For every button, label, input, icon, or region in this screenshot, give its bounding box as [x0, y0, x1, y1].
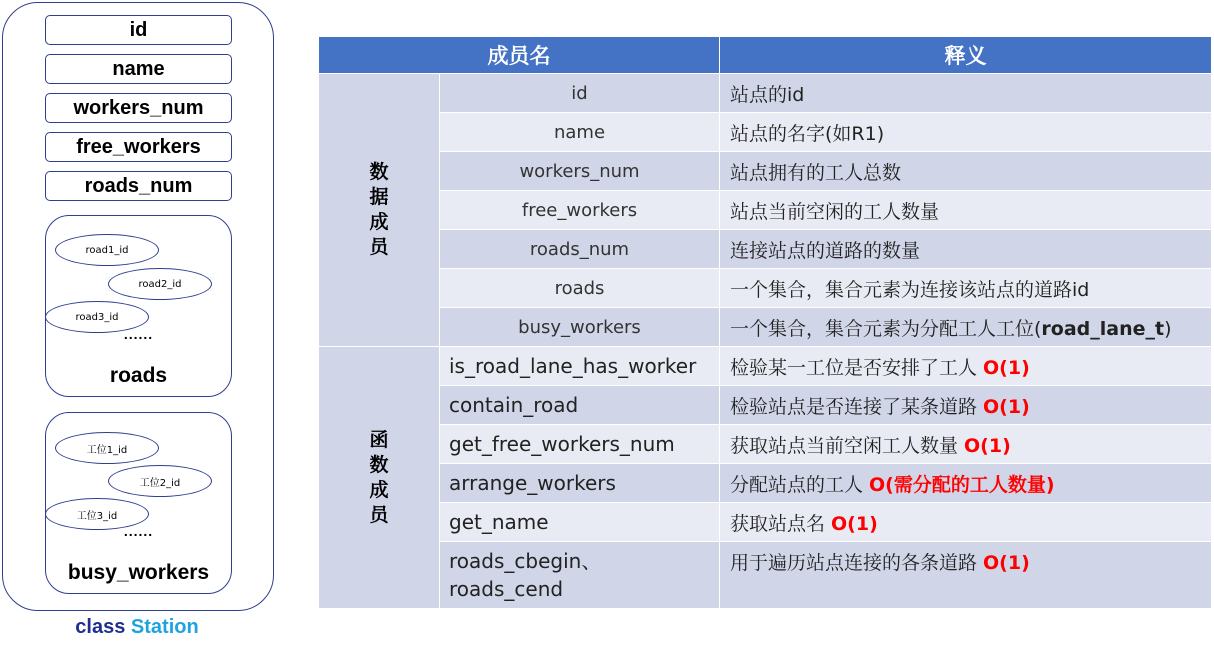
slot3-id-item: 工位3_id [45, 498, 149, 530]
header-meaning: 释义 [720, 37, 1212, 74]
complexity: O(1) [983, 356, 1030, 379]
member-name: get_free_workers_num [440, 425, 720, 464]
road3-id-item: road3_id [45, 301, 149, 333]
road2-id-item: road2_id [108, 268, 212, 300]
table-row [319, 503, 1212, 542]
class-caption [0, 616, 274, 639]
member-name: get_name [440, 503, 720, 542]
member-desc: 获取站点名 O(1) [720, 503, 1212, 542]
member-desc: 用于遍历站点连接的各条道路 O(1) [720, 542, 1212, 609]
roads-title: roads [109, 364, 168, 387]
member-desc: 站点的id [720, 74, 1212, 113]
member-name: is_road_lane_has_worker [440, 347, 720, 386]
complexity: O(1) [983, 552, 1030, 574]
member-name: roads [440, 269, 720, 308]
member-desc: 检验站点是否连接了某条道路 O(1) [720, 386, 1212, 425]
field-name: name [45, 54, 232, 84]
class-name: Station [130, 616, 199, 638]
road1-id-item: road1_id [55, 234, 159, 266]
member-desc: 分配站点的工人 O(需分配的工人数量) [720, 464, 1212, 503]
field-workers-num: workers_num [45, 93, 232, 123]
complexity: O(需分配的工人数量) [869, 473, 1055, 496]
table-row [319, 269, 1212, 308]
member-name: free_workers [440, 191, 720, 230]
table-row [319, 191, 1212, 230]
member-name: name [440, 113, 720, 152]
type-name: road_lane_t [1041, 317, 1165, 340]
member-desc: 连接站点的道路的数量 [720, 230, 1212, 269]
member-name: busy_workers [440, 308, 720, 347]
member-name: roads_num [440, 230, 720, 269]
members-table [318, 36, 1212, 609]
table-row [319, 347, 1212, 386]
station-class-box [2, 2, 274, 611]
member-desc: 站点当前空闲的工人数量 [720, 191, 1212, 230]
complexity: O(1) [964, 434, 1011, 457]
header-member-name: 成员名 [319, 37, 720, 74]
table-header-row [319, 37, 1212, 74]
roads-more: ...... [123, 326, 154, 342]
member-desc: 获取站点当前空闲工人数量 O(1) [720, 425, 1212, 464]
member-desc: 检验某一工位是否安排了工人 O(1) [720, 347, 1212, 386]
member-name: arrange_workers [440, 464, 720, 503]
field-free-workers: free_workers [45, 132, 232, 162]
table-row [319, 542, 1212, 609]
table-row [319, 113, 1212, 152]
member-desc: 一个集合，集合元素为分配工人工位(road_lane_t) [720, 308, 1212, 347]
busy-workers-more: ...... [123, 523, 154, 539]
table-row [319, 308, 1212, 347]
table-row [319, 74, 1212, 113]
busy-workers-title: busy_workers [67, 561, 210, 584]
member-name: workers_num [440, 152, 720, 191]
member-name: id [440, 74, 720, 113]
busy-workers-group [45, 412, 232, 594]
table-row [319, 386, 1212, 425]
member-name: roads_cbegin、 roads_cend [440, 542, 720, 609]
table-row [319, 230, 1212, 269]
roads-group [45, 215, 232, 397]
member-desc: 站点的名字(如R1) [720, 113, 1212, 152]
table-row [319, 425, 1212, 464]
member-desc: 一个集合，集合元素为连接该站点的道路id [720, 269, 1212, 308]
complexity: O(1) [983, 395, 1030, 418]
slot2-id-item: 工位2_id [108, 465, 212, 497]
function-members-label: 函 数 成 员 [319, 347, 440, 609]
member-name: contain_road [440, 386, 720, 425]
field-roads-num: roads_num [45, 171, 232, 201]
class-keyword: class [75, 616, 126, 638]
table-row [319, 464, 1212, 503]
member-desc: 站点拥有的工人总数 [720, 152, 1212, 191]
data-members-label: 数 据 成 员 [319, 74, 440, 347]
field-id: id [45, 15, 232, 45]
slot1-id-item: 工位1_id [55, 432, 159, 464]
table-row [319, 152, 1212, 191]
complexity: O(1) [831, 512, 878, 535]
